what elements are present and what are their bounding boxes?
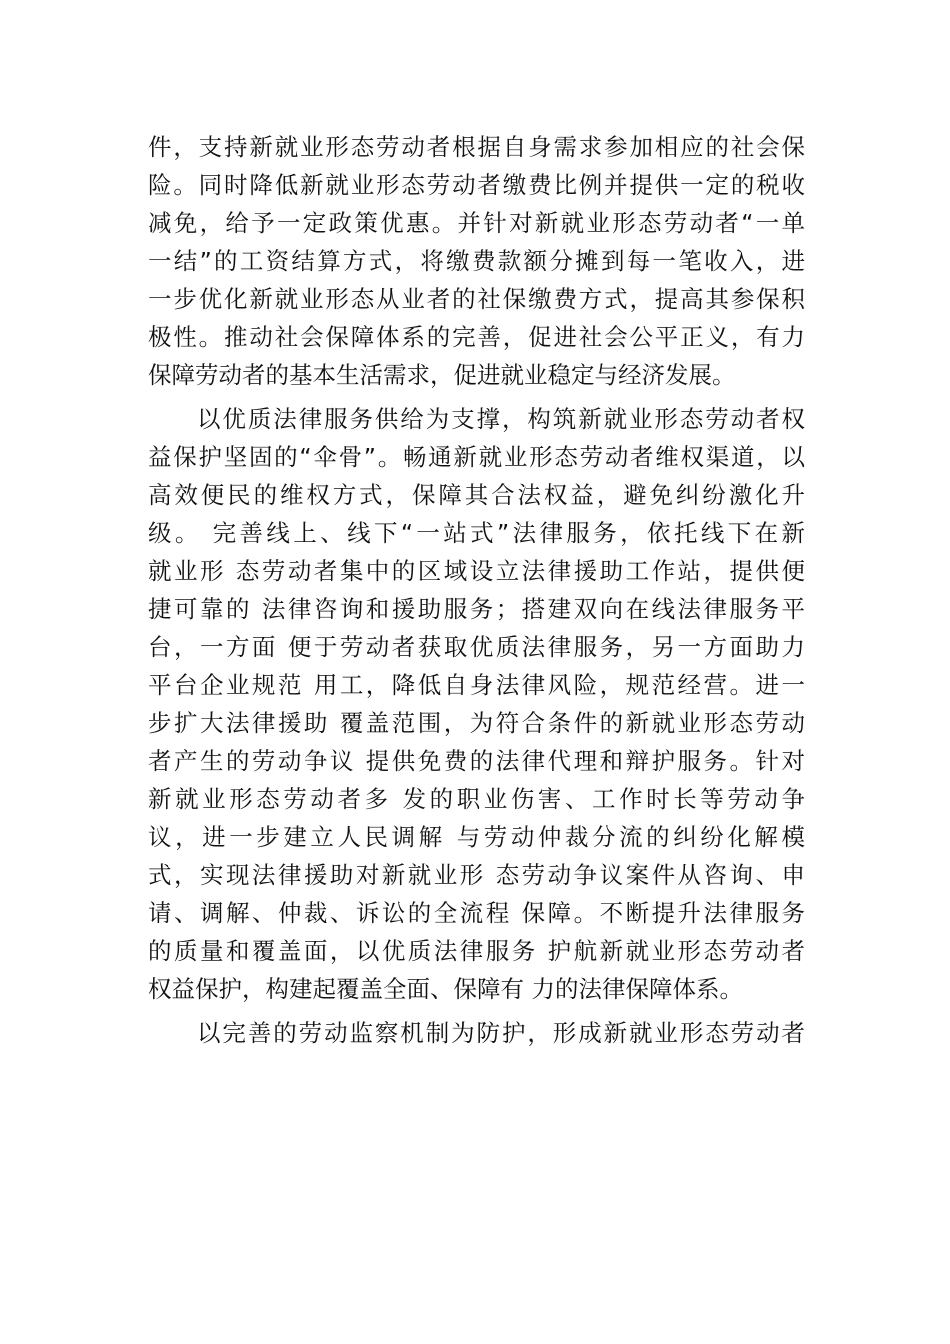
paragraph-1-line: 件，支持新就业形态劳动者根据自身需求参加相应的社会保 xyxy=(148,133,805,161)
paragraph-2-line: 步扩大法律援助 覆盖范围，为符合条件的新就业形态劳动 xyxy=(148,709,805,737)
paragraph-2-line: 以优质法律服务供给为支撑，构筑新就业形态劳动者权 xyxy=(197,405,805,433)
paragraph-2-line: 请、调解、仲裁、诉讼的全流程 保障。不断提升法律服务 xyxy=(148,899,805,927)
document-body xyxy=(148,128,805,1052)
paragraph-2-line: 就业形 态劳动者集中的区域设立法律援助工作站，提供便 xyxy=(148,557,805,585)
paragraph-2-line: 的质量和覆盖面，以优质法律服务 护航新就业形态劳动者 xyxy=(148,937,805,965)
paragraph-1 xyxy=(148,128,805,394)
paragraph-2-line: 高效便民的维权方式，保障其合法权益，避免纠纷激化升 xyxy=(148,481,805,509)
paragraph-2-line: 权益保护，构建起覆盖全面、保障有 力的法律保障体系。 xyxy=(148,975,743,1003)
paragraph-1-line: 一步优化新就业形态从业者的社保缴费方式，提高其参保积 xyxy=(148,285,805,313)
paragraph-1-line: 极性。推动社会保障体系的完善，促进社会公平正义，有力 xyxy=(148,323,805,351)
paragraph-1-line: 保障劳动者的基本生活需求，促进就业稳定与经济发展。 xyxy=(148,361,736,389)
paragraph-2-line: 式，实现法律援助对新就业形 态劳动争议案件从咨询、申 xyxy=(148,861,805,889)
paragraph-2-line: 捷可靠的 法律咨询和援助服务；搭建双向在线法律服务平 xyxy=(148,595,805,623)
paragraph-2-line: 台，一方面 便于劳动者获取优质法律服务，另一方面助力 xyxy=(148,633,805,661)
paragraph-2-line: 级。 完善线上、线下“一站式”法律服务，依托线下在新 xyxy=(148,519,805,547)
paragraph-3 xyxy=(148,1014,805,1052)
paragraph-1-line: 险。同时降低新就业形态劳动者缴费比例并提供一定的税收 xyxy=(148,171,805,199)
paragraph-1-line: 减免，给予一定政策优惠。并针对新就业形态劳动者“一单 xyxy=(148,209,805,237)
paragraph-2-line: 议，进一步建立人民调解 与劳动仲裁分流的纠纷化解模 xyxy=(148,823,805,851)
paragraph-2-line: 新就业形态劳动者多 发的职业伤害、工作时长等劳动争 xyxy=(148,785,805,813)
paragraph-1-line: 一结”的工资结算方式，将缴费款额分摊到每一笔收入，进 xyxy=(148,247,805,275)
paragraph-2-line: 益保护坚固的“伞骨”。畅通新就业形态劳动者维权渠道，以 xyxy=(148,443,805,471)
paragraph-2-line: 平台企业规范 用工，降低自身法律风险，规范经营。进一 xyxy=(148,671,805,699)
paragraph-3-line: 以完善的劳动监察机制为防护，形成新就业形态劳动者 xyxy=(197,1019,805,1047)
paragraph-2-line: 者产生的劳动争议 提供免费的法律代理和辩护服务。针对 xyxy=(148,747,805,775)
paragraph-2 xyxy=(148,400,805,1008)
